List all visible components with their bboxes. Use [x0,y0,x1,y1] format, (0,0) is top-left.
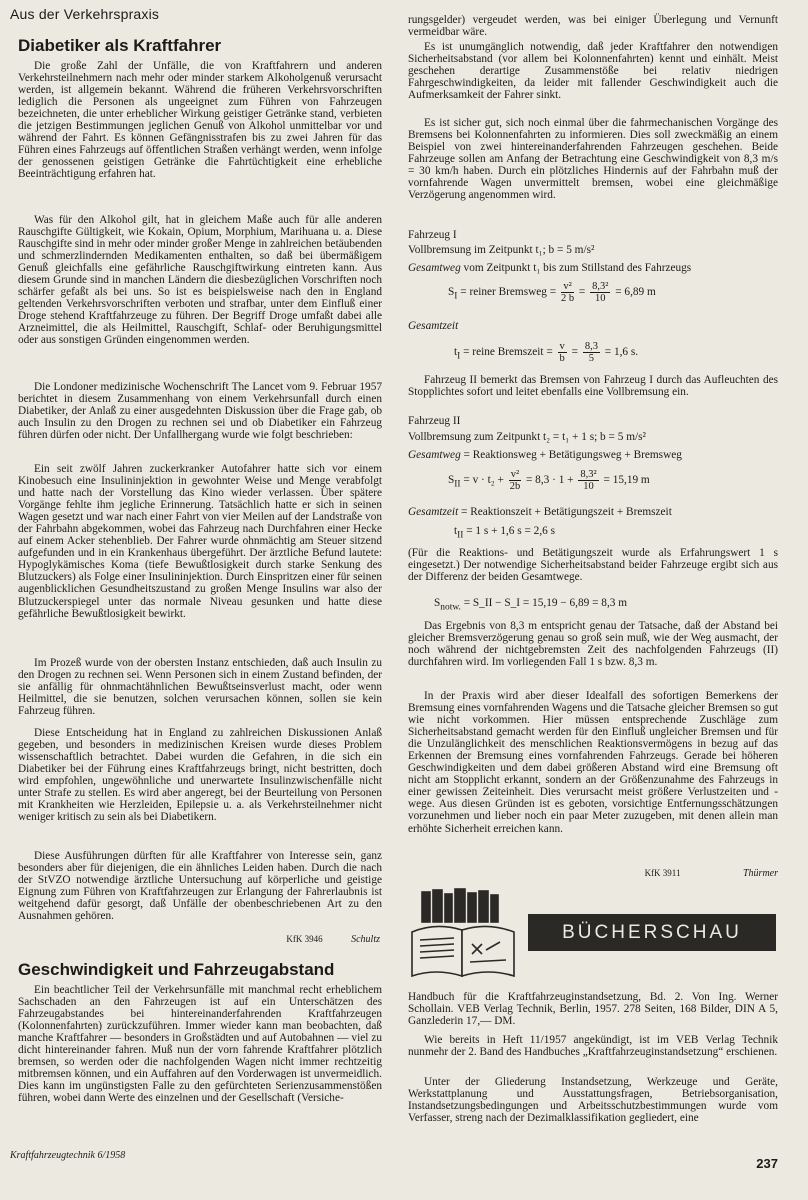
subscript: I [454,291,458,302]
paragraph: Unter der Gliederung Instandsetzung, Werkzeuge und Geräte, Werkstattplanung und Ausstattungsfragen, Betriebsorganisation, Instandsetzungsbedingungen und Arbeitsschutzbestimmungen wurde vom Verfasser, streng nach der Dezimalklassifikation gegliedert, eine [408,1076,778,1125]
paragraph: Diese Entscheidung hat in England zu zahlreichen Diskussionen Anlaß gegeben, und besonders in medizinischen Kreisen wurde dieses Problem wissenschaftlich betrachtet. Dabei wurden die Gefahren, in die sich ein Diabetiker bei der Führung eines Kraftfahrzeugs bringt, nicht bestritten, doch wird empfohlen, ungewöhnliche und unerwartete Insulinzwischenfälle nicht unter Strafe zu stellen. Es wird aber angeregt, bei der Beurteilung von Personen mit Krankheiten wie Herzleiden, Epilepsie u. a. als Verkehrsteilnehmer nicht weniger kritisch zu sein als bei Diabetikern. [18,727,382,824]
numerator: v [559,341,565,352]
formula-text: = reiner Bremsweg = [460,286,557,299]
heading-fahrzeug-1: Fahrzeug I [408,229,457,241]
author: Thürmer [742,868,778,879]
label-gesamtweg: Gesamtweg [408,262,461,274]
formula-text: = v · t₂ + [463,474,504,487]
fraction [561,281,574,304]
formula-snotw [434,597,627,613]
label-gesamtzeit: Gesamtzeit [408,320,459,332]
paragraph: rungsgelder) vergeudet werden, was bei einiger Überlegung und Vernunft vermeidbar wäre. [408,14,778,39]
paragraph: (Für die Reaktions- und Betätigungszeit wurde als Erfahrungswert 1 s eingesetzt.) Der notwendige Sicherheitsabstand beider Fahrzeuge ergibt sich aus der Differenz der beiden Gesamtwege. [408,547,778,584]
signature [645,868,778,879]
formula-tii [454,525,555,541]
book-entry [408,991,778,1027]
formula-result: = 1,6 s. [604,346,639,359]
numerator: v² [510,469,520,480]
formula-si: $S_I$ = reiner Bremsweg = $\frac{\text{v²}}{2 b}$ = $\frac{\text{8,3²}}{10}$ = 6,89 m [448,281,656,304]
numerator: 8,3² [592,281,609,292]
numerator: 8,3² [580,469,597,480]
fraction [509,469,521,492]
formula-ti: $t_I$ = reine Bremszeit = $\frac{v}{b}$ = $\frac{8,3}{5}$ = 1,6 s. [454,341,639,364]
denominator: 5 [588,353,594,364]
books-banner: BÜCHERSCHAU [528,914,776,951]
open-book-icon [408,888,520,980]
book-entry-text: Handbuch für die Kraftfahrzeuginstandsetzung, Bd. 2. Von Ing. Werner Schollain. VEB Verlag Technik, Berlin, 1957. 278 Seiten, 168 Bilder, DIN A 5, Ganzlederin 17,— DM. [408,991,778,1028]
symbol: S [434,597,441,609]
paragraph: Die große Zahl der Unfälle, die von Kraftfahrern und anderen Verkehrsteilnehmern nach mehr oder minder starkem Alkoholgenuß verursacht werden, ist allgemein bekannt. Während die früheren Verkehrsvorschriften lediglich die Personen als ungeeignet zum Führen von Fahrzeugen bezeichneten, die unter erheblicher Wirkung geistiger Getränke stand, verbieten die jetzigen Bestimmungen jeglichen Genuß von Alkohol unmittelbar vor und während der Fahrt. Es können Gefängnisstrafen bis zu zwei Jahren für das Führen eines Fahrzeugs auf öffentlichen Straßen verhängt werden, wenn infolge der genossenen geistigen Getränke die Fahrtüchtigkeit eine erhebliche Beeinträchtigung erfahren hat. [18,60,382,181]
paragraph: Ein seit zwölf Jahren zuckerkranker Autofahrer hatte sich vor einem Kinobesuch eine Insulininjektion in gewohnter Weise und Menge verabfolgt und hatte nach der Vorstellung das Kino wieder verlassen. Über spätere Vorgänge fehlte ihm jegliche Erinnerung. Tatsächlich hatte er sich in seinen Wagen gesetzt und war nach einer Fahrt von vier Meilen auf der Landstraße von der Fahrbahn abgekommen, wobei das Fahrzeug nach Durchfahren einer Hecke auf einem Acker stehenblieb. Der Fahrer wurde ohnmächtig am Steuer sitzend aufgefunden und in ein Krankenhaus übergeführt. Der ärztliche Befund lautete: Hypoglykämisches Koma (tiefe Bewußtlosigkeit durch starke Senkung des Blutzuckers) als Folge einer Insulininjektion. Durch Einspritzen einer für seinen augenblicklichen Gesundheitszustand zu großen Menge Insulins war also der Blutzuckerspiegel unter das normale Niveau gesunken und hatte diese gefährliche Bewußtlosigkeit bewirkt. [18,463,382,620]
formula-result: = 6,89 m [615,286,656,299]
paragraph: Ein beachtlicher Teil der Verkehrsunfälle mit manchmal recht erheblichem Sachschaden an den Fahrzeugen ist auf ein Unterschätzen des Fahrzeugabstandes bei hintereinanderfahrenden Kraftfahrzeugen (Kolonnenfahrten) zurückzuführen. Immer wieder kann man beobachten, daß manche Kraftfahrer — besonders in Großstädten und auf Autobahnen — viel zu dicht hintereinander fahren. Muß nun der vorn fahrende Kraftfahrer plötzlich bremsen, so werden oder die nachfolgenden Wagen nicht immer rechtzeitig mitbremsen können, und ein Auffahren auf den Vorderwagen ist unvermeidlich. Dies kann im ungünstigsten Falle zu den gefürchteten Serienzusammenstößen führen, wobei dann Werte des einzelnen und der Gesellschaft (Versiche- [18,984,382,1105]
formula-text: = Reaktionsweg + Betätigungsweg + Bremsweg [463,449,682,461]
symbol: S [448,474,455,487]
label-gesamtweg: Gesamtweg [408,449,461,461]
paragraph: Die Londoner medizinische Wochenschrift The Lancet vom 9. Februar 1957 berichtet in diesem Zusammenhang von einem Verkehrsunfall durch einen Diabetiker, der Anlaß zu einer ausgedehnten Diskussion über die Frage gab, ob auch Insulin zu den Drogen zu rechnen sei und ob Diabetiker ein Fahrzeug führen dürfen oder nicht. Der Unfallhergang wurde wie folgt beschrieben: [18,381,382,442]
fraction [578,469,598,492]
denominator: 2b [509,481,521,492]
heading-fahrzeug-2: Fahrzeug II [408,415,461,427]
article-title-abstand: Geschwindigkeit und Fahrzeugabstand [18,960,335,979]
footer-journal: Kraftfahrzeugtechnik 6/1958 [10,1150,126,1161]
paragraph: Es ist sicher gut, sich noch einmal über die fahrmechanischen Vorgänge des Bremsens bei Kolonnenfahrten zu informieren. Dies soll zweckmäßig an einem Beispiel von zwei hintereinanderfahrenden Fahrzeugen geschehen. Beide Fahrzeuge sollen am Anfang der Betrachtung eine Geschwindigkeit von 8,3 m/s = 30 km/h haben. Durch ein plötzliches Hindernis auf der Fahrbahn muß der vornfahrende Wagen unvermittelt bremsen, wobei eine gleichmäßige Verzögerung angenommen wird. [408,117,778,202]
formula-text: vom Zeitpunkt t₁ bis zum Stillstand des Fahrzeugs [463,262,692,274]
formula-text: = 8,3 · 1 + [525,474,574,487]
numerator: 8,3 [584,341,598,352]
denominator: b [559,353,565,364]
author: Schultz [351,934,380,945]
formula-line: Vollbremsung zum Zeitpunkt t₂ = t₁ + 1 s; b = 5 m/s² [408,431,646,443]
subscript: II [454,479,461,490]
section-label: Aus der Verkehrspraxis [10,6,160,22]
formula-text: = S_II − S_I = 15,19 − 6,89 = 8,3 m [463,597,628,609]
formula-line [408,506,672,518]
formula-line: Vollbremsung im Zeitpunkt t₁; b = 5 m/s² [408,244,595,256]
denominator: 10 [595,293,606,304]
page-number: 237 [756,1156,778,1171]
paragraph: In der Praxis wird aber dieser Idealfall des sofortigen Bemerkens der Bremsung eines vornfahrenden Wagens und die Tatsache gleicher Bremsen so gut wie nicht vorkommen. Hier müssen entsprechende Zuschläge zum Sicherheitsabstand gemacht werden für den Einfluß ungleicher Bremsen und für die Unzulänglichkeit des menschlichen Reaktionsvermögens in bezug auf das Erkennen der Bremsung eines vornfahrenden Fahrzeugs. Gerade bei höheren Geschwindigkeiten und dem dabei größeren Abstand wird eine Bremsung oft nicht am Stopplicht erkannt, sondern an der Größenzunahme des Fahrzeugs in einer gewissen Zeiteinheit. Dies verursacht meist größere Verlustzeiten und -wege. Aus diesen Gründen ist es geboten, vorsichtige Entfernungsschätzungen vorzunehmen und lieber noch ein paar Meter zuzugeben, mit denen allein man erhöhte Sicherheit erreichen kann. [408,690,778,835]
article-title-diabetiker: Diabetiker als Kraftfahrer [18,36,222,55]
fraction [583,341,600,364]
formula-text: = reine Bremszeit = [463,346,553,359]
fraction [590,281,610,304]
formula-result: = 15,19 m [603,474,650,487]
formula-line [408,449,682,461]
paragraph: Im Prozeß wurde von der obersten Instanz entschieden, daß auch Insulin zu den Drogen zu rechnen sei. Wenn Personen sich in einem Zustand befinden, der sie anfällig für ohnmachtähnlichen Bewußtseinsverlust macht, oder wenn Heilmittel, die sie benutzen, solchen verursachen können, sollen sie kein Fahrzeug führen. [18,657,382,718]
paragraph: Es ist unumgänglich notwendig, daß jeder Kraftfahrer den notwendigen Sicherheitsabstand (vor allem bei Kolonnenfahrten) kennt und einhält. Meist geschehen derartige Zusammenstöße bei relativ niedrigen Fahrgeschwindigkeiten, da leider mit fallender Geschwindigkeit auch die Aufmerksamkeit der Fahrer sinkt. [408,41,778,102]
denominator: 2 b [560,293,575,304]
formula-text: = Reaktionszeit + Betätigungszeit + Bremszeit [461,506,672,518]
subscript: II [457,530,464,541]
formula-sii [448,469,650,492]
symbol: t [454,346,458,359]
symbol: t [454,525,458,537]
signature [286,934,380,945]
formula-result: = 1 s + 1,6 s = 2,6 s [466,525,556,537]
label-gesamtzeit: Gesamtzeit [408,506,459,518]
denominator: 10 [583,481,594,492]
fraction [558,341,567,364]
formula-line [408,320,458,332]
article-code: KfK 3911 [644,868,681,878]
paragraph: Diese Ausführungen dürften für alle Kraftfahrer von Interesse sein, ganz besonders aber für diejenigen, die ein ähnliches Leiden haben. Durch die nach der StVZO notwendige ärztliche Untersuchung auf körperliche und geistige Eignung zum Führen von Kraftfahrzeugen zur Erlangung der Fahrerlaubnis ist weitgehend dafür gesorgt, daß Unfälle der obenbeschriebenen Art zu den Ausnahmen gehören. [18,850,382,923]
subscript: I [457,351,461,362]
formula-line [408,262,691,274]
subscript: notw. [440,602,461,613]
numerator: v² [561,281,574,293]
paragraph: Was für den Alkohol gilt, hat in gleichem Maße auch für alle anderen Rauschgifte Gültigkeit, wie Kokain, Opium, Morphium, Marihuana u. a. Diese Rauschgifte sind in mehr oder minder großer Menge in zahlreichen betäubenden und schmerzlindernden Medikamenten enthalten, so daß bei übermäßigem Genuß gleichfalls eine gefährliche Rauschgiftwirkung eintreten kann. Aus diesem Grunde sind in manchen Ländern die diesbezüglichen Vorschriften noch schärfer gefaßt als bei uns. So ist es beispielsweise nach den in England geltenden Verkehrsvorschriften verboten und strafbar, unter dem Einfluß einer Droge stehend Kraftfahrzeuge zu führen. Der Begriff Droge umfaßt dabei alle Arzneimittel, die als Heilmittel, Rauschgift, Schlaf- oder Beruhigungsmittel oder aus sonstigen Gründen eingenommen werden. [18,214,382,347]
paragraph: Das Ergebnis von 8,3 m entspricht genau der Tatsache, daß der Abstand bei gleicher Bremsverzögerung genau so groß sein muß, wie der Weg ausmacht, der noch während der nichtgebremsten Zeit des nachfolgenden Fahrzeugs (II) durchfahren wird. Im vorliegenden Fall 1 s bzw. 8,3 m. [408,620,778,669]
article-code: KfK 3946 [286,934,323,944]
symbol: S [448,286,455,299]
paragraph: Wie bereits in Heft 11/1957 angekündigt, ist im VEB Verlag Technik nunmehr der 2. Band des Handbuches „Kraftfahrzeuginstandsetzung“ erschienen. [408,1034,778,1059]
paragraph: Fahrzeug II bemerkt das Bremsen von Fahrzeug I durch das Aufleuchten des Stopplichtes sofort und leitet ebenfalls eine Vollbremsung ein. [408,374,778,399]
